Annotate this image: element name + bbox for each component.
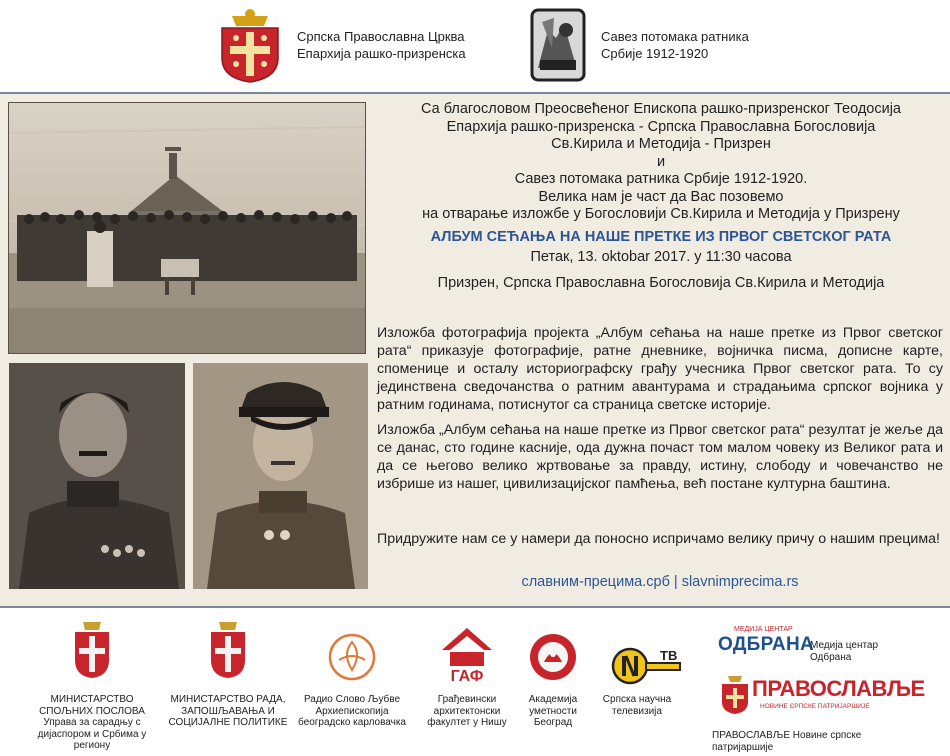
pravoslavlje-subtitle: НОВИНЕ СРПСКЕ ПАТРИЈАРШИЈЕ (760, 703, 870, 710)
partner-radio (296, 694, 408, 729)
p1-line2: СПОЉНИХ ПОСЛОВА (39, 705, 145, 717)
pravoslavlje-logo (720, 674, 925, 718)
pravoslavlje-caption: ПРАВОСЛАВЉЕ Новине српске патријаршије (712, 730, 862, 753)
p3-line3: београдско карловачка (298, 717, 406, 728)
church-name-line1: Српска Православна Црква (297, 29, 465, 44)
odbrana-small-text: МЕДИЈА ЦЕНТАР (734, 626, 793, 633)
p3-line2: Архиепископија (315, 705, 389, 717)
veterans-name-line1: Савез потомака ратника (601, 29, 749, 44)
soldier-portrait-2-image (193, 363, 368, 589)
exhibition-result: Изложба „Албум сећања на наше претке из Првог светског рата“ резултат је жеље да се данас, сто године касније, ода дужна почаст том малом човеку из Великог рата и да се његово велико жртвовање за правду, истину, слободу и човечанство не избрише из нашег, цивилизацијског памћења, већ постане културна баштина. (377, 422, 943, 492)
invitation-line-and: и (656, 153, 666, 170)
church-org-name (297, 28, 466, 62)
invitation-line-seminary: Св.Кирила и Методија - Призрен (551, 136, 771, 152)
church-coat-of-arms-icon (218, 8, 282, 84)
p5-line1: Академија (528, 694, 578, 705)
tv-mark: ТВ (660, 648, 678, 663)
odbrana-caption: Медија центар Одбрана (810, 640, 879, 663)
partner-ministry-labour (160, 694, 296, 729)
p1-line4: дијаспором и Србима у региону (37, 728, 147, 751)
invitation-line-association: Савез потомака ратника Србије 1912-1920. (514, 171, 808, 187)
odbrana-logo (718, 626, 814, 660)
radio-slovo-ljubve-logo-icon (327, 632, 377, 682)
invitation-line-eparchy: Епархија рашко-призренска - Српска Православна Богословија (446, 118, 876, 135)
veterans-org-name (601, 28, 749, 62)
serbia-coat-of-arms-icon (73, 620, 111, 680)
website-links[interactable]: славним-прецима.срб | slavnimprecima.rs (521, 574, 799, 590)
p1-line3: Управа за сарадњу с (43, 717, 141, 728)
p5-line2: уметности (529, 705, 577, 717)
p2-line1: МИНИСТАРСТВО РАДА, (170, 694, 286, 705)
p6-line1: Српска научна (602, 694, 672, 705)
invitation-header (372, 101, 950, 292)
veterans-association-logo-icon (530, 8, 586, 82)
header (0, 0, 950, 92)
exhibition-title: АЛБУМ СЕЋАЊА НА НАШЕ ПРЕТКЕ ИЗ ПРВОГ СВЕТСКОГ РАТА (430, 228, 892, 245)
p2-line2: ЗАПОШЉАВАЊА И (181, 705, 275, 717)
invitation-line-opening: на отварање изложбе у Богословији Св.Кирила и Методија у Призрену (422, 206, 900, 222)
partner-science-tv (596, 694, 678, 717)
p5-line3: Београд (533, 717, 573, 728)
pravoslavlje-mark: ПРАВОСЛАВЉЕ (752, 676, 925, 701)
soldier-portrait-1-image (9, 363, 185, 589)
odbrana-mark: ОДБРАНА (718, 634, 814, 655)
serbia-coat-of-arms-icon (209, 620, 247, 680)
p2-line3: СОЦИЈАЛНЕ ПОЛИТИКЕ (168, 717, 288, 728)
p4-line3: факултет у Нишу (427, 717, 507, 728)
invitation-line-blessing: Са благословом Преосвећеног Епископа рашко-призренског Теодосија (421, 101, 901, 117)
partner-gaf (418, 694, 516, 729)
p3-line1: Радио Слово Љубве (303, 694, 401, 705)
p4-line1: Грађевински (437, 694, 497, 705)
exhibition-description: Изложба фотографија пројекта „Албум сећања на наше претке из Првог светског рата“ приказује фотографије, ратне дневнике, војничка писма, дописне карте, споменице и осталу историографску грађу учесника Првог светског рата. То су јединствена сведочанства о ратним авантурама и страдањима српског војника у ратним годинама, потиснутог са страница светске историје. (377, 325, 943, 413)
church-name-line2: Епархија рашко-призренска (297, 46, 466, 61)
partner-ministry-foreign (20, 694, 164, 752)
p4-line2: архитектонски (433, 705, 501, 717)
veterans-name-line2: Србије 1912-1920 (601, 46, 709, 61)
gaf-faculty-logo-icon (440, 626, 494, 690)
join-us-text: Придружите нам се у намери да поносно испричамо велику причу о нашим прецима! (377, 531, 940, 547)
gaf-mark: ГАФ (450, 668, 484, 685)
group-photo-image (8, 102, 366, 354)
event-venue: Призрен, Српска Православна Богословија Св.Кирила и Методија (437, 274, 885, 291)
academy-of-arts-logo-icon (528, 632, 578, 682)
event-date: Петак, 13. oktobar 2017. у 11:30 часова (530, 249, 792, 265)
partners-footer (0, 608, 950, 756)
p1-line1: МИНИСТАРСТВО (50, 694, 134, 705)
partner-academy (512, 694, 594, 729)
invitation-line-honor: Велика нам је част да Вас позовемо (538, 188, 784, 205)
pravoslavlje-crest-icon (720, 674, 750, 714)
science-tv-logo-icon (610, 646, 686, 686)
p6-line2: телевизија (612, 705, 662, 717)
